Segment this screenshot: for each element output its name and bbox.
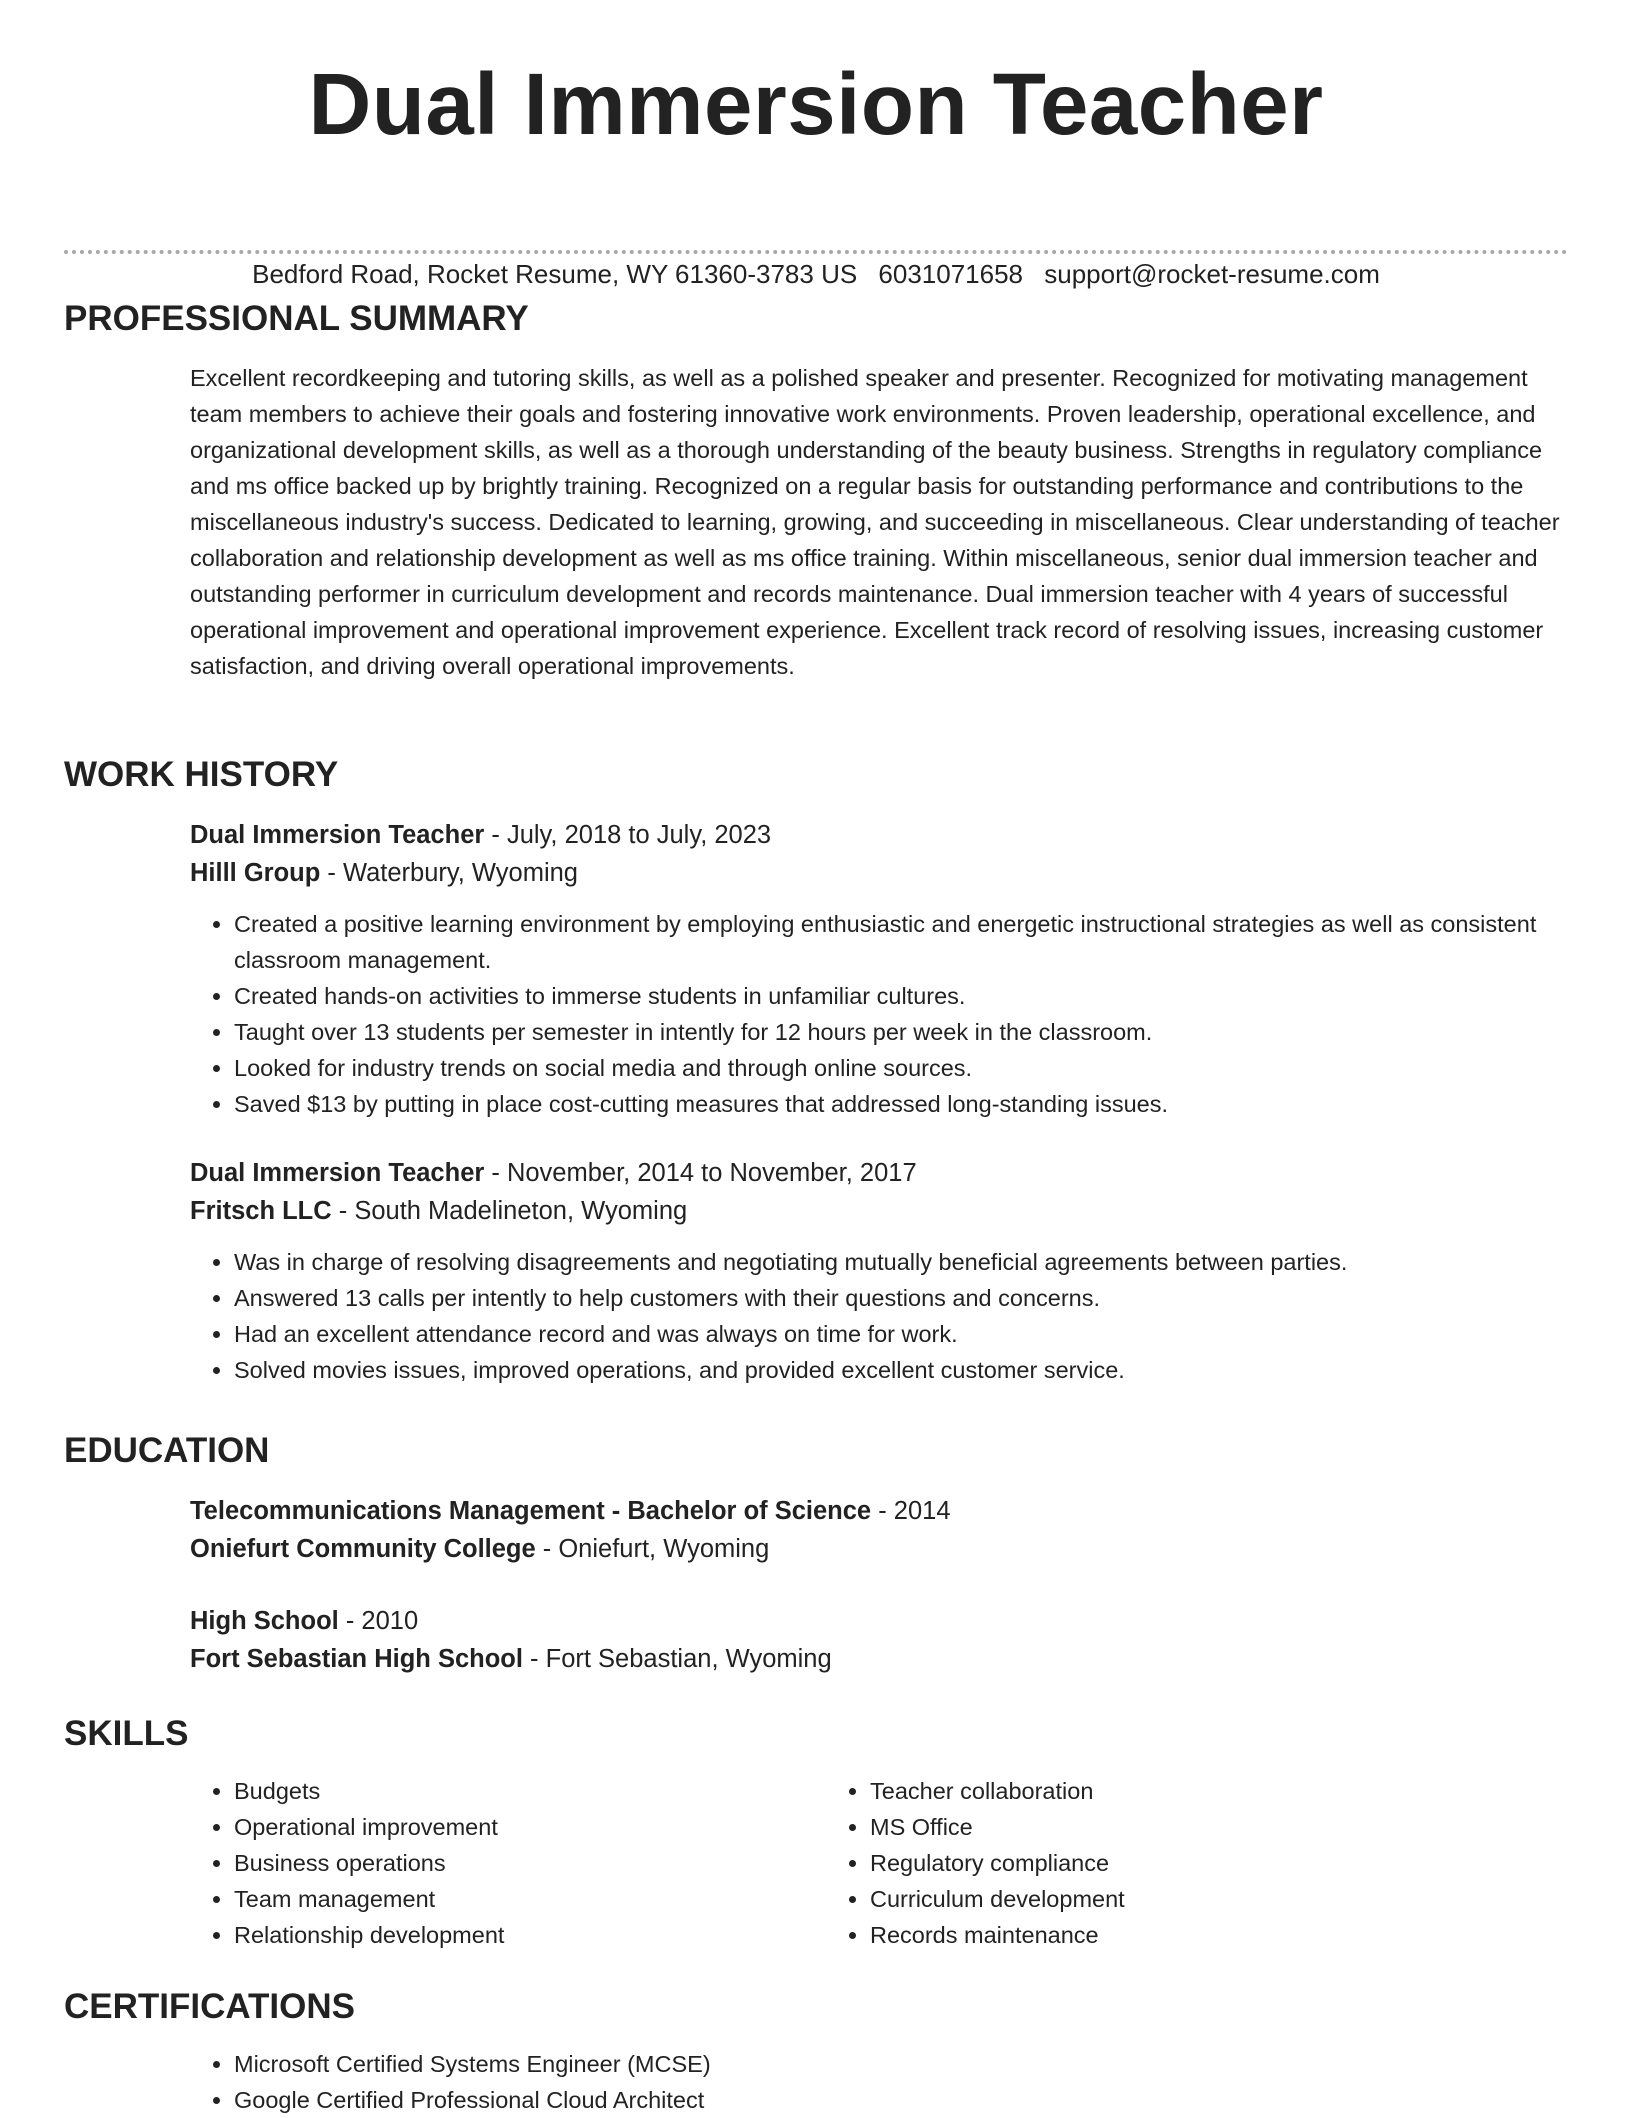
skill-item: • MS Office [870,1809,1462,1845]
job-bullet: • Answered 13 calls per intently to help customers with their questions and concerns. [234,1280,1568,1316]
education-entry [190,1602,1568,1678]
certifications-list [190,2046,1568,2118]
skill-item: • Operational improvement [234,1809,826,1845]
education-school-line [190,1530,1568,1568]
education-year: - 2014 [871,1497,951,1525]
education-year: - 2010 [338,1607,419,1635]
summary-section [64,298,1568,684]
job-bullet: • Created hands-on activities to immerse students in unfamiliar cultures. [234,978,1568,1014]
work-section [64,754,1568,1388]
job-title-line [190,816,1568,854]
certification-item: • Google Certified Professional Cloud Architect [234,2082,1568,2118]
job-location: - Waterbury, Wyoming [320,859,578,887]
job-bullets [190,1244,1568,1388]
work-body [190,816,1568,1388]
job-role: Dual Immersion Teacher [190,821,485,849]
education-school: Fort Sebastian High School [190,1645,523,1673]
skill-item: • Curriculum development [870,1881,1462,1917]
education-section [64,1430,1568,1678]
skill-item: • Regulatory compliance [870,1845,1462,1881]
skill-item: • Business operations [234,1845,826,1881]
job-bullets [190,906,1568,1122]
education-degree-line [190,1602,1568,1640]
education-school-line [190,1640,1568,1678]
skill-item: • Relationship development [234,1917,826,1953]
skill-item: • Budgets [234,1773,826,1809]
education-degree: High School [190,1607,339,1635]
skills-body [190,1773,1568,1953]
contact-address: Bedford Road, Rocket Resume, WY 61360-3783 US [252,259,858,289]
job-company-line [190,854,1568,892]
summary-text: Excellent recordkeeping and tutoring skills, as well as a polished speaker and presenter. Recognized for motivating management team members to achieve their goals and fostering innovative work environments. Proven leadership, operational excellence, and organizational development skills, as well as a thorough understanding of the beauty business. Strengths in regulatory compliance and ms office backed up by brightly training. Recognized on a regular basis for outstanding performance and contributions to the miscellaneous industry's success. Dedicated to learning, growing, and succeeding in miscellaneous. Clear understanding of teacher collaboration and relationship development as well as ms office training. Within miscellaneous, senior dual immersion teacher and outstanding performer in curriculum development and records maintenance. Dual immersion teacher with 4 years of successful operational improvement and operational improvement experience. Excellent track record of resolving issues, increasing customer satisfaction, and driving overall operational improvements. [190,365,1560,679]
contact-email: support@rocket-resume.com [1044,259,1380,289]
job-bullet: • Taught over 13 students per semester in intently for 12 hours per week in the classroom. [234,1014,1568,1050]
education-location: - Oniefurt, Wyoming [535,1535,770,1563]
certification-item: • Microsoft Certified Systems Engineer (MCSE) [234,2046,1568,2082]
certifications-heading: CERTIFICATIONS [64,1987,356,2026]
job-dates: - November, 2014 to November, 2017 [484,1159,917,1187]
certifications-body [190,2046,1568,2118]
job-bullet: • Created a positive learning environment by employing enthusiastic and energetic instructional strategies as well as consistent classroom management. [234,906,1568,978]
work-heading: WORK HISTORY [64,755,339,794]
job-bullet: • Solved movies issues, improved operations, and provided excellent customer service. [234,1352,1568,1388]
header-divider [64,250,1568,254]
skills-column-left [190,1773,826,1953]
job-bullet: • Was in charge of resolving disagreements and negotiating mutually beneficial agreements between parties. [234,1244,1568,1280]
skills-grid [190,1773,1568,1953]
skills-heading: SKILLS [64,1714,189,1753]
job-company-line [190,1192,1568,1230]
education-entry [190,1492,1568,1568]
certifications-section [64,1986,1568,2118]
summary-body [190,360,1568,684]
job-bullet: • Had an excellent attendance record and was always on time for work. [234,1316,1568,1352]
candidate-name: Dual Immersion Teacher [308,56,1324,153]
education-body [190,1492,1568,1678]
education-location: - Fort Sebastian, Wyoming [522,1645,832,1673]
contact-phone: 6031071658 [878,259,1024,289]
job-bullet: • Saved $13 by putting in place cost-cutting measures that addressed long-standing issues. [234,1086,1568,1122]
job-company: Fritsch LLC [190,1197,332,1225]
skill-item: • Teacher collaboration [870,1773,1462,1809]
skill-item: • Records maintenance [870,1917,1462,1953]
skill-item: • Team management [234,1881,826,1917]
skills-section [64,1713,1568,1953]
skills-column-right [826,1773,1462,1953]
summary-heading: PROFESSIONAL SUMMARY [64,299,529,338]
education-school: Oniefurt Community College [190,1535,536,1563]
job-company: Hilll Group [190,859,321,887]
job-location: - South Madelineton, Wyoming [331,1197,688,1225]
job-role: Dual Immersion Teacher [190,1159,485,1187]
education-heading: EDUCATION [64,1431,270,1470]
education-degree: Telecommunications Management - Bachelor of Science [190,1497,872,1525]
job-entry [190,1154,1568,1388]
education-degree-line [190,1492,1568,1530]
job-dates: - July, 2018 to July, 2023 [484,821,772,849]
contact-line [0,257,1632,291]
job-bullet: • Looked for industry trends on social media and through online sources. [234,1050,1568,1086]
job-entry [190,816,1568,1122]
job-title-line [190,1154,1568,1192]
